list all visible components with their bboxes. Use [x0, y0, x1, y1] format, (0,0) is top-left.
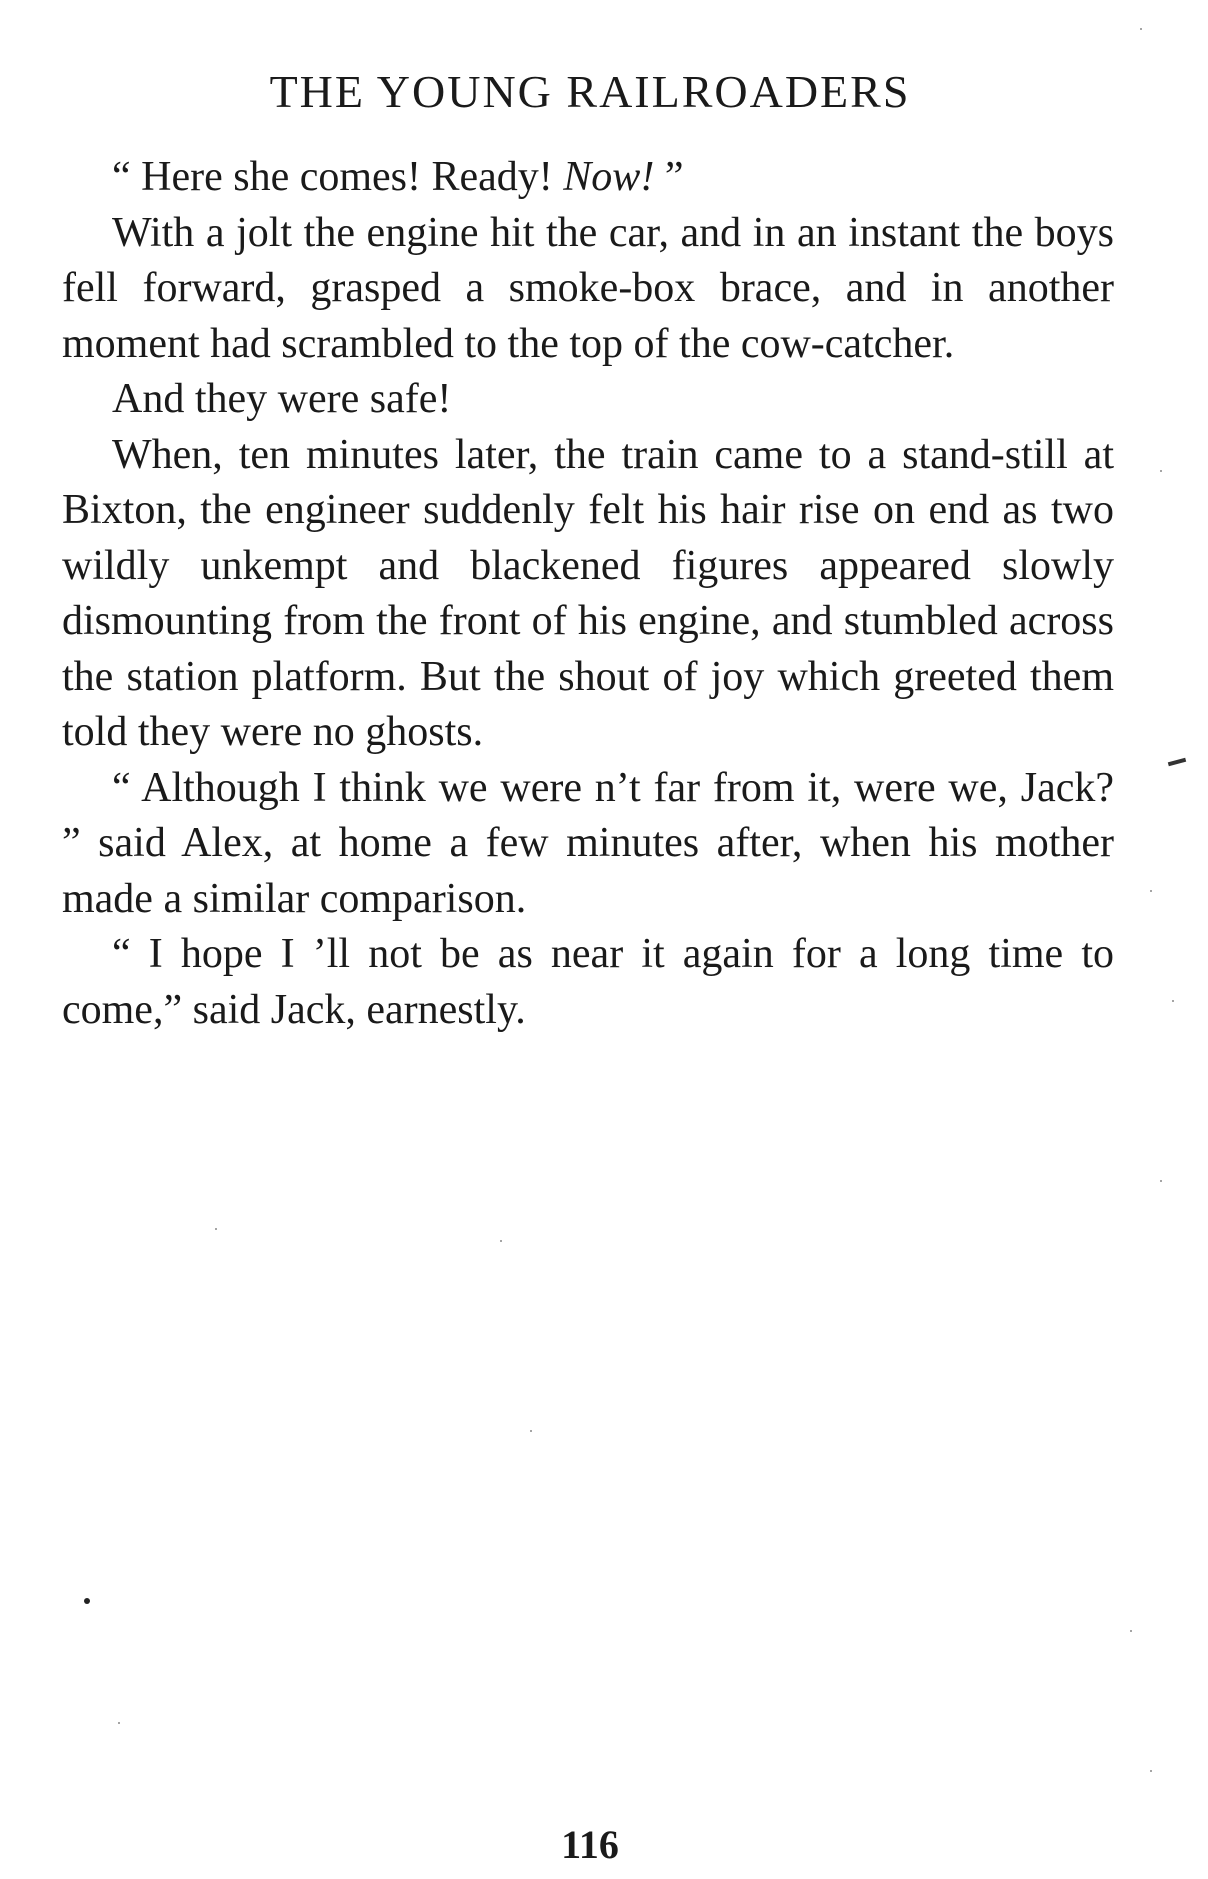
running-head: THE YOUNG RAILROADERS	[269, 66, 911, 117]
scan-speck	[500, 1240, 502, 1242]
paragraph-5: “ Although I think we were n’t far from it, were we, Jack? ” said Alex, at home a few minutes after, when his mother made a similar comparison.	[62, 764, 1114, 922]
paragraph-3: And they were safe!	[112, 376, 452, 422]
scan-speck	[118, 1722, 120, 1724]
paragraph-1-start: “ Here she comes! Ready!	[112, 154, 564, 200]
scan-speck	[1130, 1630, 1132, 1632]
body-text	[62, 150, 1114, 1038]
paragraph-4: When, ten minutes later, the train came to a stand-still at Bixton, the engineer suddenly felt his hair rise on end as two wildly unkempt and blackened figures appeared slowly dismounting from the front of his engine, and stumbled across the station platform. But the shout of joy which greeted them told they were no ghosts.	[62, 431, 1114, 755]
paragraph-1	[62, 150, 1114, 206]
scan-speck	[1160, 1180, 1162, 1182]
scan-speck	[1140, 28, 1142, 30]
scan-dash-mark	[1168, 758, 1186, 767]
paragraph-1-end: ”	[654, 154, 684, 200]
scan-speck	[530, 1430, 532, 1432]
scan-speck	[1150, 890, 1152, 892]
scan-speck	[1172, 1000, 1174, 1002]
paragraph-6: “ I hope I ’ll not be as near it again for a long time to come,” said Jack, earnestly.	[62, 931, 1114, 1033]
scan-speck	[1150, 1770, 1152, 1772]
paragraph-1-italic: Now!	[563, 154, 655, 200]
scan-speck	[1160, 470, 1162, 472]
page-number: 116	[561, 1822, 619, 1867]
scan-speck	[215, 1228, 217, 1230]
scan-speck	[84, 1598, 90, 1604]
paragraph-2: With a jolt the engine hit the car, and in an instant the boys fell forward, grasped a smoke-box brace, and in another moment had scrambled to the top of the cow-catcher.	[62, 209, 1114, 367]
